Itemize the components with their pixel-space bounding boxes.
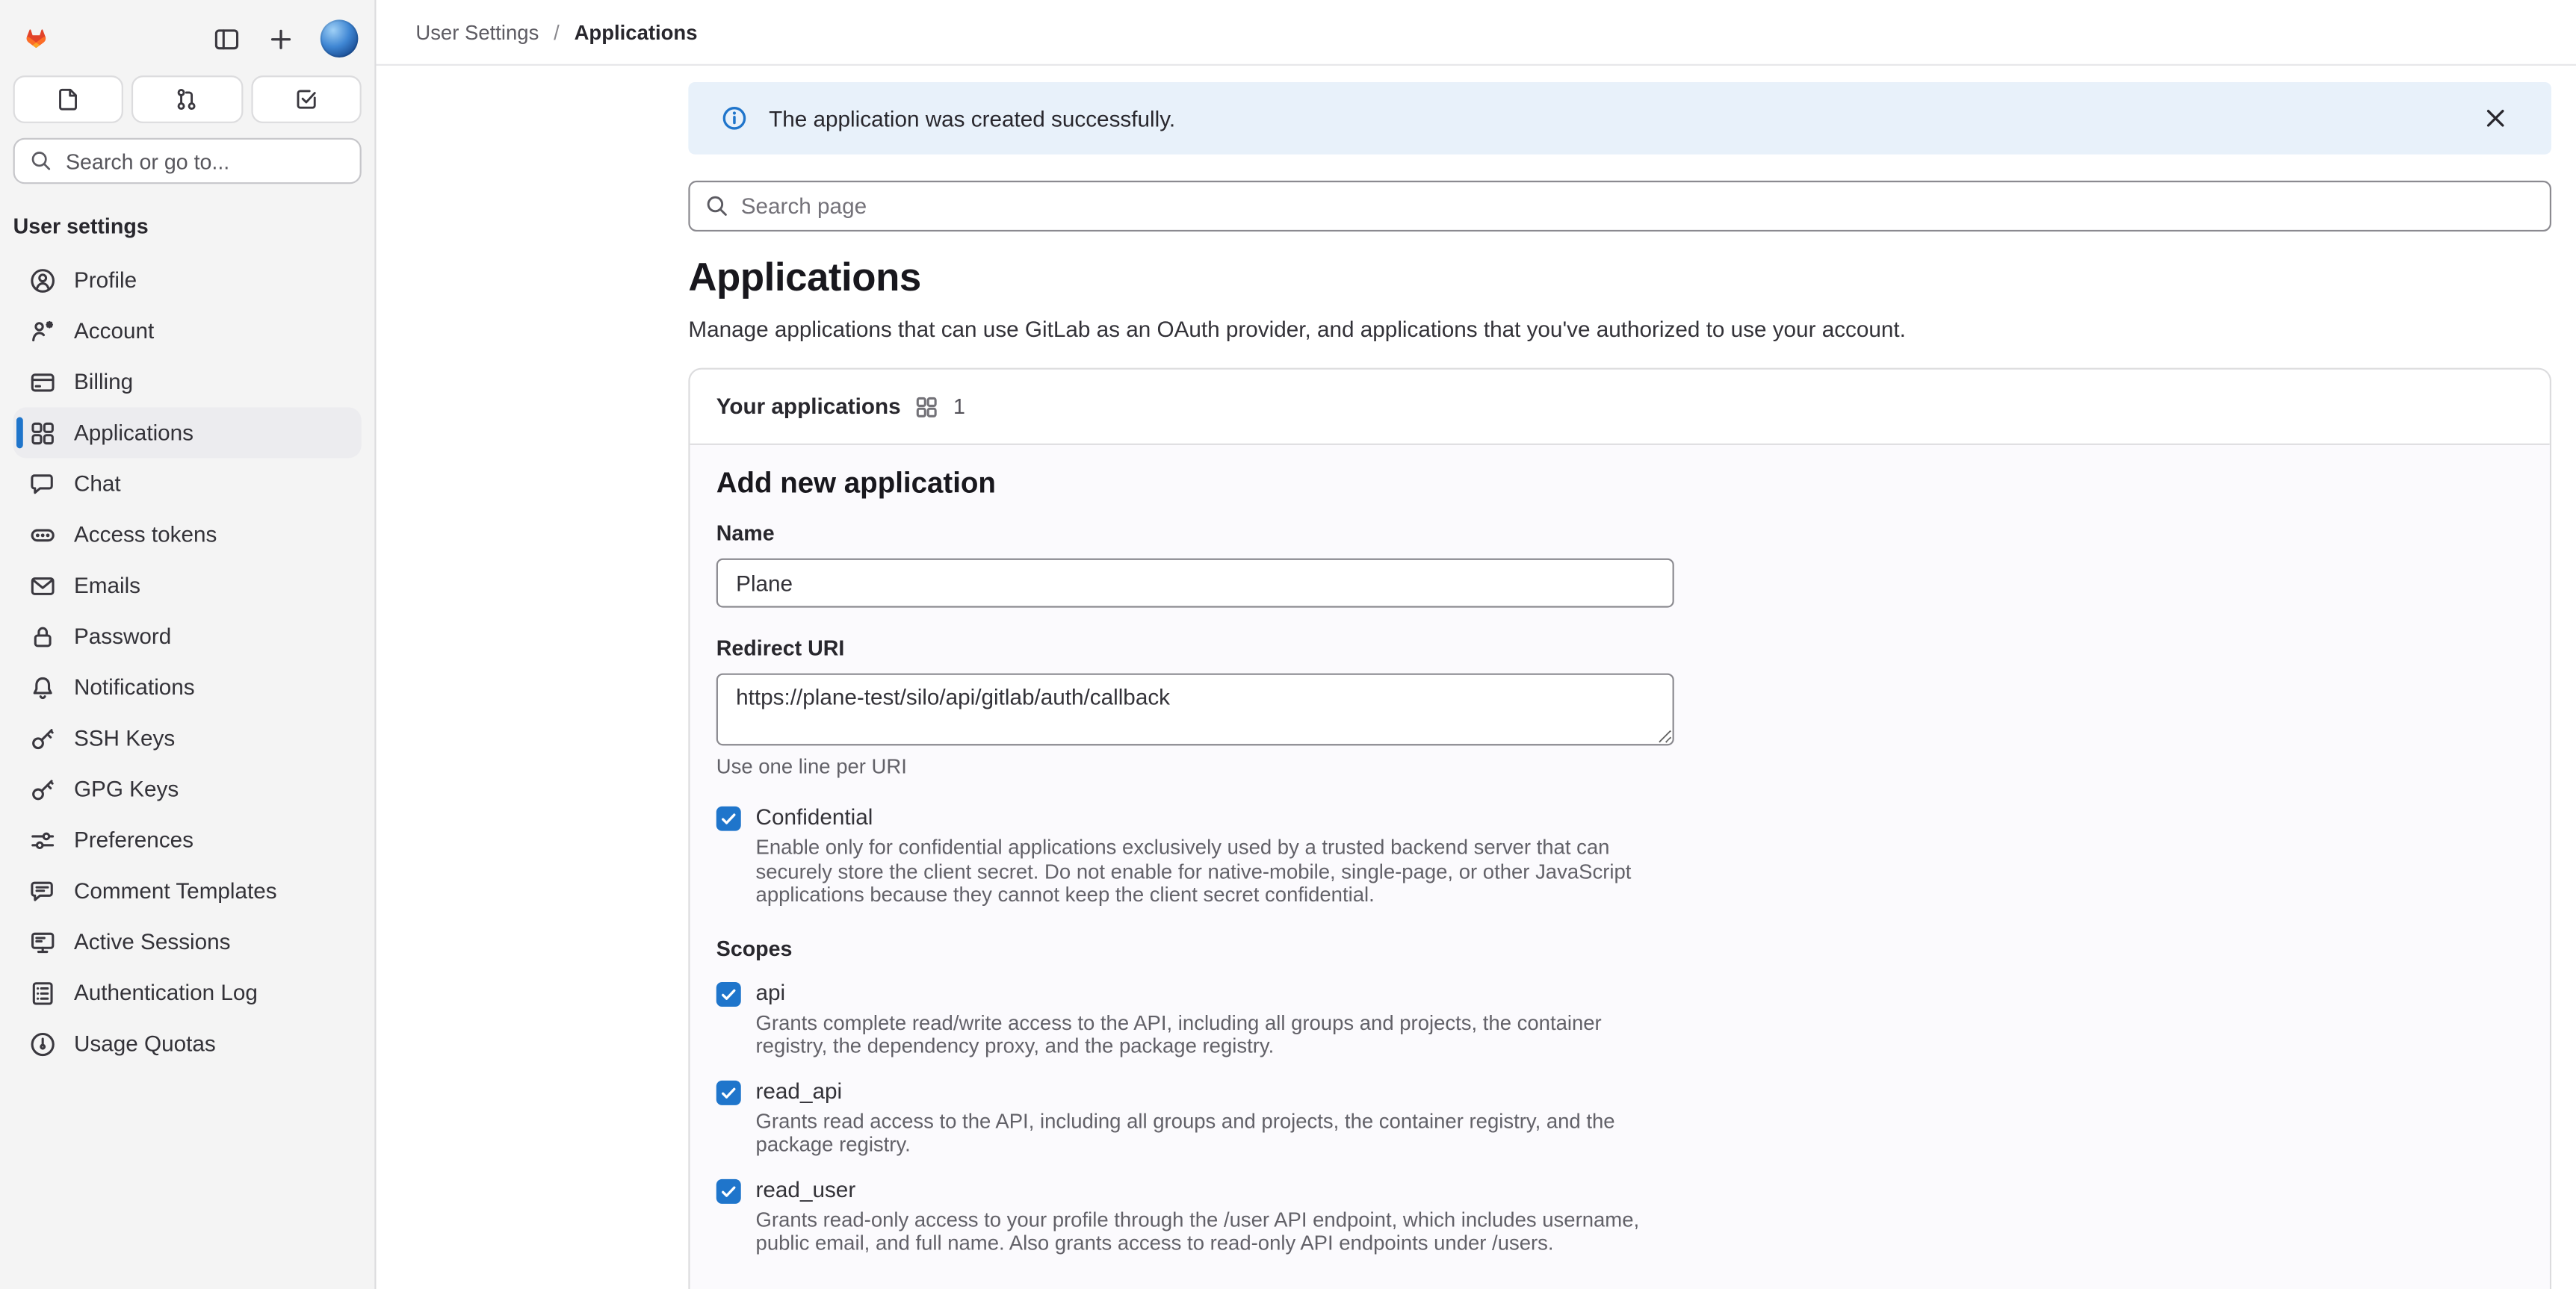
breadcrumb-applications: Applications xyxy=(574,20,698,44)
sidebar-item-applications[interactable]: Applications xyxy=(13,407,362,458)
confidential-checkbox[interactable] xyxy=(716,807,741,831)
top-bar xyxy=(377,0,2576,66)
todos-button[interactable] xyxy=(251,75,362,123)
chat-icon xyxy=(30,470,56,497)
form-title: Add new application xyxy=(716,466,996,500)
info-icon xyxy=(721,105,747,131)
super-sidebar xyxy=(0,0,377,1289)
sidebar-item-active-sessions[interactable]: Active Sessions xyxy=(13,916,362,967)
page-title: Applications xyxy=(688,256,921,301)
scope-description-api: Grants complete read/write access to the API, including all groups and projects, the container registry, the dependency proxy, and the package registry. xyxy=(755,1010,1602,1058)
search-icon xyxy=(30,149,53,173)
sidebar-item-account[interactable]: Account xyxy=(13,305,362,356)
account-icon xyxy=(30,318,56,344)
name-label: Name xyxy=(716,521,775,546)
sidebar-item-notifications[interactable]: Notifications xyxy=(13,662,362,712)
sidebar-section-title: User settings xyxy=(13,213,149,238)
emails-icon xyxy=(30,572,56,598)
scope-checkbox-read_api[interactable] xyxy=(716,1080,741,1105)
issues-button[interactable] xyxy=(13,75,124,123)
sidebar-shortcuts xyxy=(13,75,362,123)
sidebar-item-preferences[interactable]: Preferences xyxy=(13,815,362,866)
info-alert xyxy=(688,82,2551,155)
confidential-row xyxy=(716,805,2524,907)
name-field[interactable] xyxy=(716,559,1674,608)
sidebar-item-usage-quotas[interactable]: Usage Quotas xyxy=(13,1018,362,1069)
page-search-input[interactable] xyxy=(688,181,2551,232)
scopes-list xyxy=(716,980,2524,1255)
scope-row-read_user xyxy=(716,1177,2524,1256)
page-description: Manage applications that can use GitLab as an OAuth provider, and applications that you've authorized to use your account. xyxy=(688,317,1906,342)
billing-icon xyxy=(30,369,56,395)
global-search[interactable] xyxy=(13,138,362,184)
ssh-keys-icon xyxy=(30,725,56,751)
main-content xyxy=(377,0,2576,1289)
merge-requests-button[interactable] xyxy=(132,75,243,123)
redirect-uri-label: Redirect URI xyxy=(716,636,845,660)
scope-description-read_user: Grants read-only access to your profile through the /user API endpoint, which includes username, public email, and full name. Also grants access to read-only API endpoints under /users. xyxy=(755,1208,1640,1255)
sidebar-item-password[interactable]: Password xyxy=(13,611,362,662)
redirect-uri-field[interactable] xyxy=(716,674,1674,746)
breadcrumb xyxy=(415,20,697,43)
sidebar-item-chat[interactable]: Chat xyxy=(13,459,362,509)
applications-icon xyxy=(30,420,56,446)
notifications-icon xyxy=(30,674,56,701)
card-header xyxy=(690,370,2550,444)
scopes-label: Scopes xyxy=(716,935,793,960)
page-body xyxy=(377,66,2576,1289)
redirect-uri-help: Use one line per URI xyxy=(716,755,907,779)
applications-card xyxy=(688,368,2551,1289)
password-icon xyxy=(30,624,56,650)
gpg-keys-icon xyxy=(30,776,56,802)
sidebar-item-ssh-keys[interactable]: SSH Keys xyxy=(13,712,362,763)
alert-message: The application was created successfully. xyxy=(769,105,1176,131)
scope-row-api xyxy=(716,980,2524,1059)
scope-label-read_user: read_user xyxy=(755,1176,856,1202)
issues-icon xyxy=(56,87,81,112)
add-application-form xyxy=(690,444,2550,1289)
confidential-label: Confidential xyxy=(755,804,873,830)
sidebar-item-comment-templates[interactable]: Comment Templates xyxy=(13,866,362,916)
sidebar-item-authentication-log[interactable]: Authentication Log xyxy=(13,967,362,1018)
scope-row-read_api xyxy=(716,1078,2524,1158)
sidebar-item-billing[interactable]: Billing xyxy=(13,356,362,407)
sidebar-item-access-tokens[interactable]: Access tokens xyxy=(13,509,362,560)
card-title: Your applications xyxy=(716,394,901,419)
global-search-label: Search or go to... xyxy=(65,149,230,173)
confidential-description: Enable only for confidential applications exclusively used by a trusted backend server that can securely store the client secret. Do not enable for native-mobile, single-page, or other JavaScript applications because they cannot keep the client secret confidential. xyxy=(755,836,1632,907)
scope-label-read_api: read_api xyxy=(755,1078,843,1103)
sidebar-item-profile[interactable]: Profile xyxy=(13,255,362,305)
user-avatar[interactable] xyxy=(321,19,359,58)
authentication-log-icon xyxy=(30,980,56,1006)
preferences-icon xyxy=(30,827,56,853)
access-tokens-icon xyxy=(30,521,56,547)
scope-checkbox-read_user[interactable] xyxy=(716,1178,741,1203)
usage-quotas-icon xyxy=(30,1031,56,1057)
sidebar-menu xyxy=(13,255,362,1069)
scope-checkbox-api[interactable] xyxy=(716,981,741,1006)
alert-close-icon[interactable] xyxy=(2483,105,2509,131)
applications-count-icon xyxy=(915,395,938,418)
scope-label-api: api xyxy=(755,979,786,1004)
sidebar-toggle-icon[interactable] xyxy=(212,24,242,54)
applications-count: 1 xyxy=(953,394,965,419)
breadcrumb-separator: / xyxy=(554,20,560,44)
merge-request-icon xyxy=(175,87,199,112)
sidebar-item-emails[interactable]: Emails xyxy=(13,560,362,611)
scope-description-read_api: Grants read access to the API, including all groups and projects, the container registry, and the package registry. xyxy=(755,1109,1615,1157)
page-search-icon xyxy=(705,193,729,218)
page-search xyxy=(688,181,2551,232)
active-sessions-icon xyxy=(30,929,56,955)
todo-check-icon xyxy=(294,87,318,112)
sidebar-item-gpg-keys[interactable]: GPG Keys xyxy=(13,764,362,815)
sidebar-top-bar xyxy=(16,16,358,60)
profile-icon xyxy=(30,267,56,293)
sidebar-top-actions xyxy=(212,19,359,58)
comment-templates-icon xyxy=(30,878,56,904)
breadcrumb-user-settings[interactable]: User Settings xyxy=(415,20,539,44)
gitlab-logo-icon[interactable] xyxy=(16,19,56,58)
create-new-icon[interactable] xyxy=(266,24,296,54)
